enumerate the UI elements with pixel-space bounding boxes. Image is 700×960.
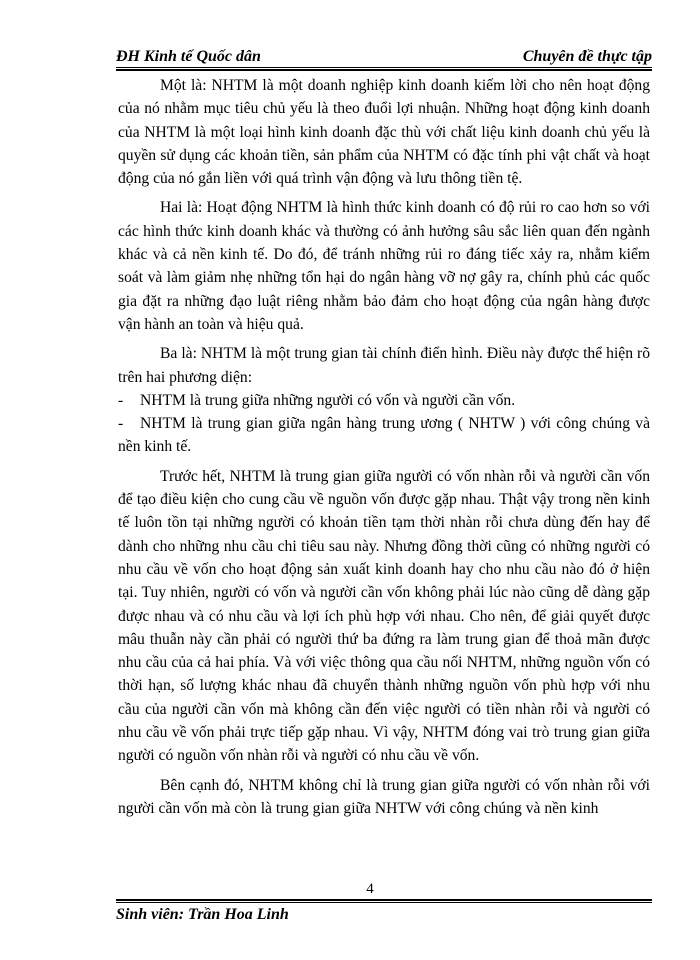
paragraph-two: Hai là: Hoạt động NHTM là hình thức kinh doanh có độ rủi ro cao hơn so với các hình thức kinh doanh khác và thường có ảnh hưởng sâu sắc liên quan đến ngành khác và cả nền kinh tế. Do đó, để tránh những rủi ro đáng tiếc xảy ra, nhằm kiểm soát và làm giảm nhẹ những tổn hại do ngân hàng vỡ nợ gây ra, chính phủ các quốc gia đặt ra những đạo luật riêng nhằm bảo đảm cho hoạt động của ngân hàng được vận hành an toàn và hiệu quả. [118, 199, 650, 333]
page-header [116, 44, 652, 66]
page-number: 4 [366, 881, 374, 897]
dash-item-two [118, 412, 650, 459]
dash-item-one [118, 389, 650, 412]
paragraph-four: Trước hết, NHTM là trung gian giữa người có vốn nhàn rỗi và người cần vốn để tạo điều kiện cho cung cầu về nguồn vốn được gặp nhau. Thật vậy trong nền kinh tế luôn tồn tại những người có khoản tiền tạm thời nhàn rỗi chưa dùng đến hay để dành cho những nhu cầu chi tiêu sau này. Nhưng đồng thời cũng có những người có nhu cầu về vốn cho hoạt động sản xuất kinh doanh hay cho nhu cầu nào đó ở hiện tại. Tuy nhiên, người có vốn và người cần vốn không phải lúc nào cũng dễ dàng gặp được nhau và có nhu cầu và lợi ích phù hợp với nhau. Cho nên, để giải quyết được mâu thuẫn này cần phải có người thứ ba đứng ra làm trung gian để thoả mãn được nhu cầu của cả hai phía. Và với việc thông qua cầu nối NHTM, những nguồn vốn có thời hạn, số lượng khác nhau đã chuyển thành những nguồn vốn phù hợp với nhu cầu của người cần vốn mà không cần đến việc người có tiền nhàn rỗi và người có nhu cầu về vốn phải trực tiếp gặp nhau. Vì vậy, NHTM đóng vai trò trung gian giữa người có nguồn vốn nhàn rỗi và người có nhu cầu về vốn. [118, 467, 650, 765]
header-report-type: Chuyên đề thực tập [522, 48, 652, 65]
header-university: ĐH Kinh tế Quốc dân [116, 48, 261, 65]
footer-student: Sinh viên: Trần Hoa Linh [116, 906, 289, 923]
dash-bullet: - [118, 391, 124, 409]
dash-item-two-text: NHTM là trung gian giữa ngân hàng trung ương ( NHTW ) với công chúng và nền kinh tế. [118, 415, 650, 456]
paragraph-five: Bên cạnh đó, NHTM không chỉ là trung gian giữa người có vốn nhàn rỗi với người cần vốn mà còn là trung gian giữa NHTW với công chúng và nền kinh [118, 776, 650, 817]
dash-bullet: - [118, 415, 124, 433]
footer-divider [116, 899, 652, 903]
document-body [118, 74, 650, 826]
dash-item-one-text: NHTM là trung giữa những người có vốn và người cần vốn. [140, 391, 516, 409]
paragraph-three: Ba là: NHTM là một trung gian tài chính điển hình. Điều này được thể hiện rõ trên hai phương diện: [118, 345, 650, 386]
paragraph-one: Một là: NHTM là một doanh nghiệp kinh doanh kiếm lời cho nên hoạt động của nó nhằm mục tiêu chủ yếu là theo đuổi lợi nhuận. Những hoạt động kinh doanh của NHTM là một loại hình kinh doanh đặc thù với chất liệu kinh doanh chủ yếu là quyền sử dụng các khoản tiền, sản phẩm của NHTM có đặc tính phi vật chất và hoạt động của nó gắn liền với quá trình vận động và lưu thông tiền tệ. [118, 77, 650, 188]
header-divider [116, 67, 652, 71]
